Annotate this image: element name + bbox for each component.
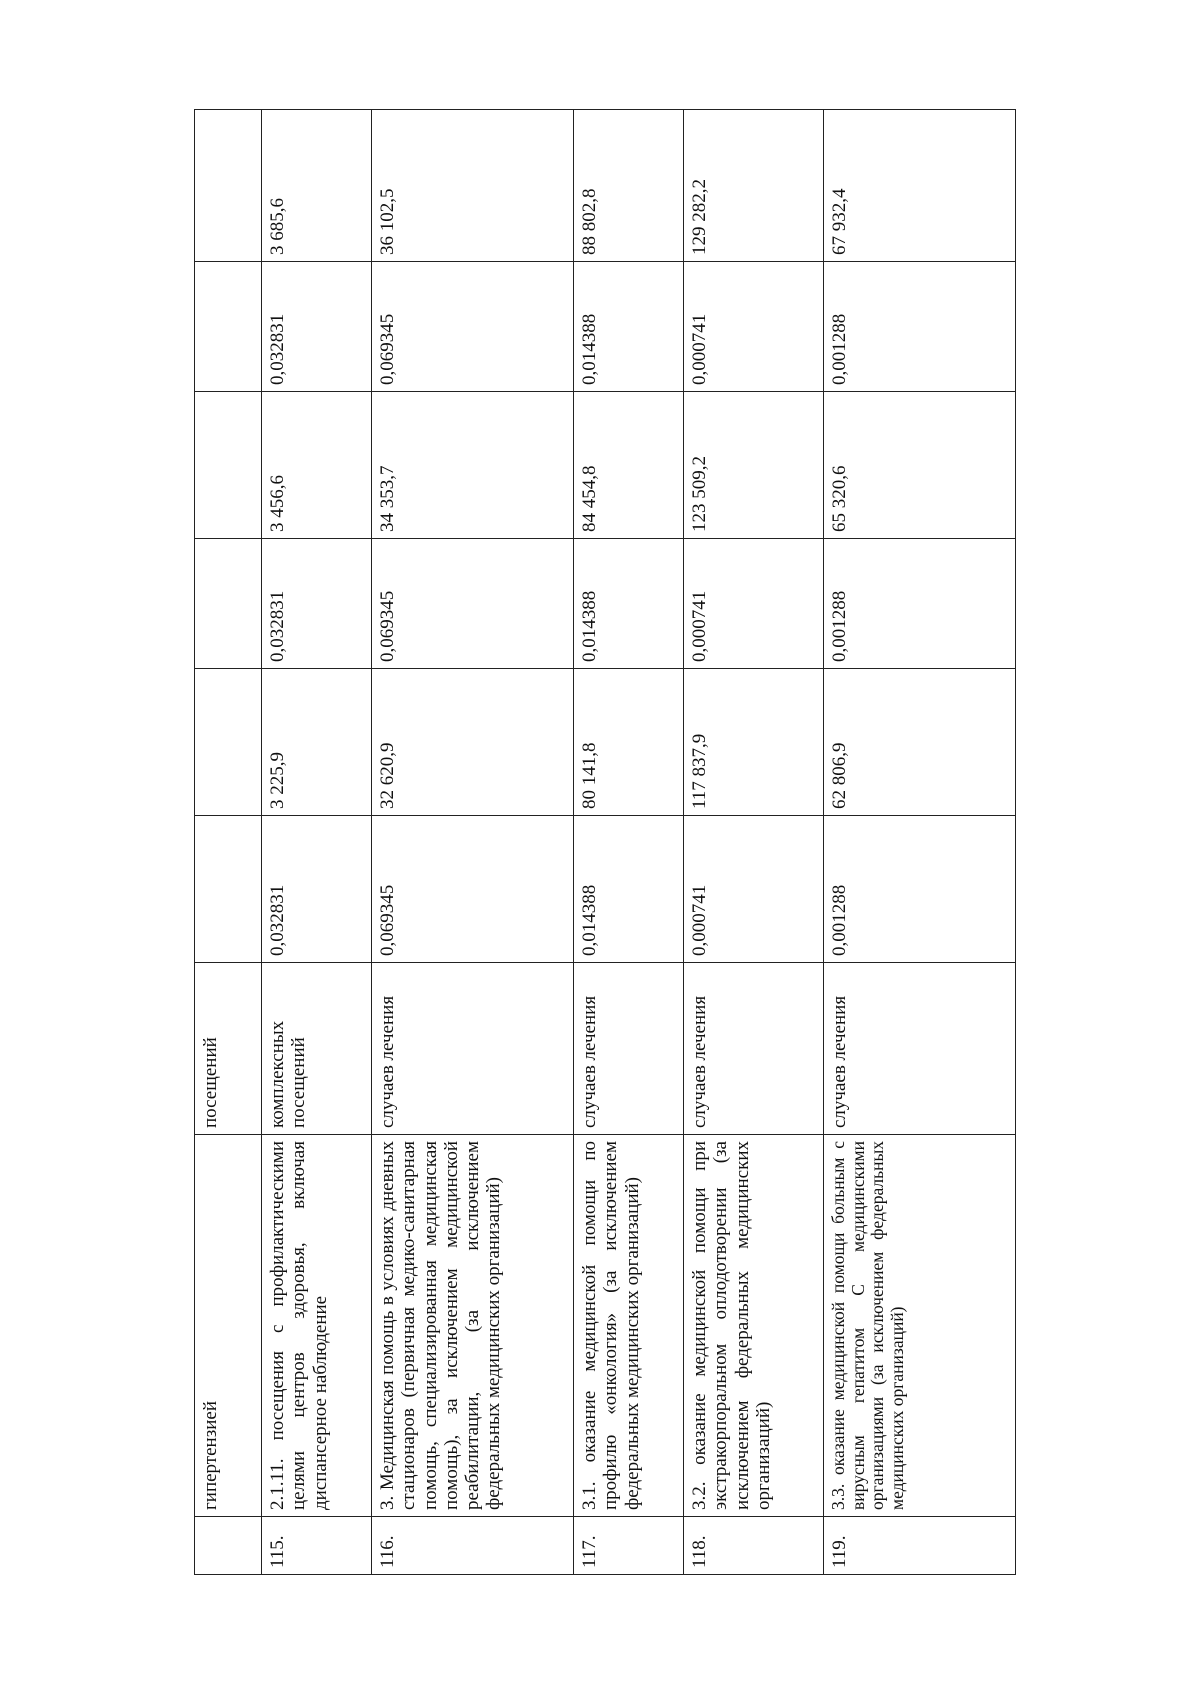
value-cell: 0,014388: [574, 816, 684, 963]
row-description: 3.3. оказание медицинской помощи больным с вирусным гепатитом С медицинскими организациями (за исключением федеральных медицинских организаций): [824, 1135, 1016, 1517]
value-cell: 36 102,5: [372, 110, 574, 262]
value-cell: 0,032831: [262, 262, 372, 392]
value-cell: 0,032831: [262, 539, 372, 669]
value-cell: [195, 110, 262, 262]
row-number: 119.: [824, 1517, 1016, 1575]
value-cell: 0,032831: [262, 816, 372, 963]
normatives-table: [194, 109, 1016, 1575]
table-row: [262, 110, 372, 1575]
table-row: [195, 110, 262, 1575]
value-cell: 3 225,9: [262, 669, 372, 816]
row-description: 3. Медицинская помощь в условиях дневных стационаров (первичная медико-санитарная помощь, специализированная медицинская помощь), за исключением медицинской реабилитации, (за исключением федеральных медицинских организаций): [372, 1135, 574, 1517]
value-cell: 88 802,8: [574, 110, 684, 262]
value-cell: 0,069345: [372, 539, 574, 669]
value-cell: 3 685,6: [262, 110, 372, 262]
value-cell: 0,001288: [824, 262, 1016, 392]
row-description: 3.1. оказание медицинской помощи по профилю «онкология» (за исключением федеральных медицинских организаций): [574, 1135, 684, 1517]
row-number: 115.: [262, 1517, 372, 1575]
table-row: [684, 110, 824, 1575]
value-cell: 0,001288: [824, 539, 1016, 669]
value-cell: 0,069345: [372, 262, 574, 392]
rotated-page: [194, 110, 1004, 1575]
row-description: 2.1.11. посещения с профилактическими целями центров здоровья, включая диспансерное наблюдение: [262, 1135, 372, 1517]
row-number: 118.: [684, 1517, 824, 1575]
row-number: 117.: [574, 1517, 684, 1575]
row-unit: посещений: [195, 963, 262, 1135]
value-cell: 0,069345: [372, 816, 574, 963]
value-cell: [195, 392, 262, 539]
row-description: гипертензией: [195, 1135, 262, 1517]
value-cell: [195, 539, 262, 669]
table-row: [824, 110, 1016, 1575]
row-number: [195, 1517, 262, 1575]
value-cell: 117 837,9: [684, 669, 824, 816]
value-cell: [195, 669, 262, 816]
table-row: [574, 110, 684, 1575]
value-cell: [195, 262, 262, 392]
row-unit: случаев лечения: [824, 963, 1016, 1135]
value-cell: 123 509,2: [684, 392, 824, 539]
value-cell: [195, 816, 262, 963]
value-cell: 0,014388: [574, 262, 684, 392]
value-cell: 0,000741: [684, 262, 824, 392]
row-description: 3.2. оказание медицинской помощи при экстракорпоральном оплодотворении (за исключением федеральных медицинских организаций): [684, 1135, 824, 1517]
value-cell: 80 141,8: [574, 669, 684, 816]
value-cell: 32 620,9: [372, 669, 574, 816]
row-unit: случаев лечения: [372, 963, 574, 1135]
value-cell: 0,000741: [684, 816, 824, 963]
value-cell: 67 932,4: [824, 110, 1016, 262]
value-cell: 0,001288: [824, 816, 1016, 963]
value-cell: 3 456,6: [262, 392, 372, 539]
row-unit: случаев лечения: [574, 963, 684, 1135]
row-unit: комплексных посещений: [262, 963, 372, 1135]
value-cell: 62 806,9: [824, 669, 1016, 816]
value-cell: 129 282,2: [684, 110, 824, 262]
row-unit: случаев лечения: [684, 963, 824, 1135]
row-number: 116.: [372, 1517, 574, 1575]
value-cell: 84 454,8: [574, 392, 684, 539]
value-cell: 0,014388: [574, 539, 684, 669]
value-cell: 34 353,7: [372, 392, 574, 539]
table-row: [372, 110, 574, 1575]
value-cell: 0,000741: [684, 539, 824, 669]
value-cell: 65 320,6: [824, 392, 1016, 539]
